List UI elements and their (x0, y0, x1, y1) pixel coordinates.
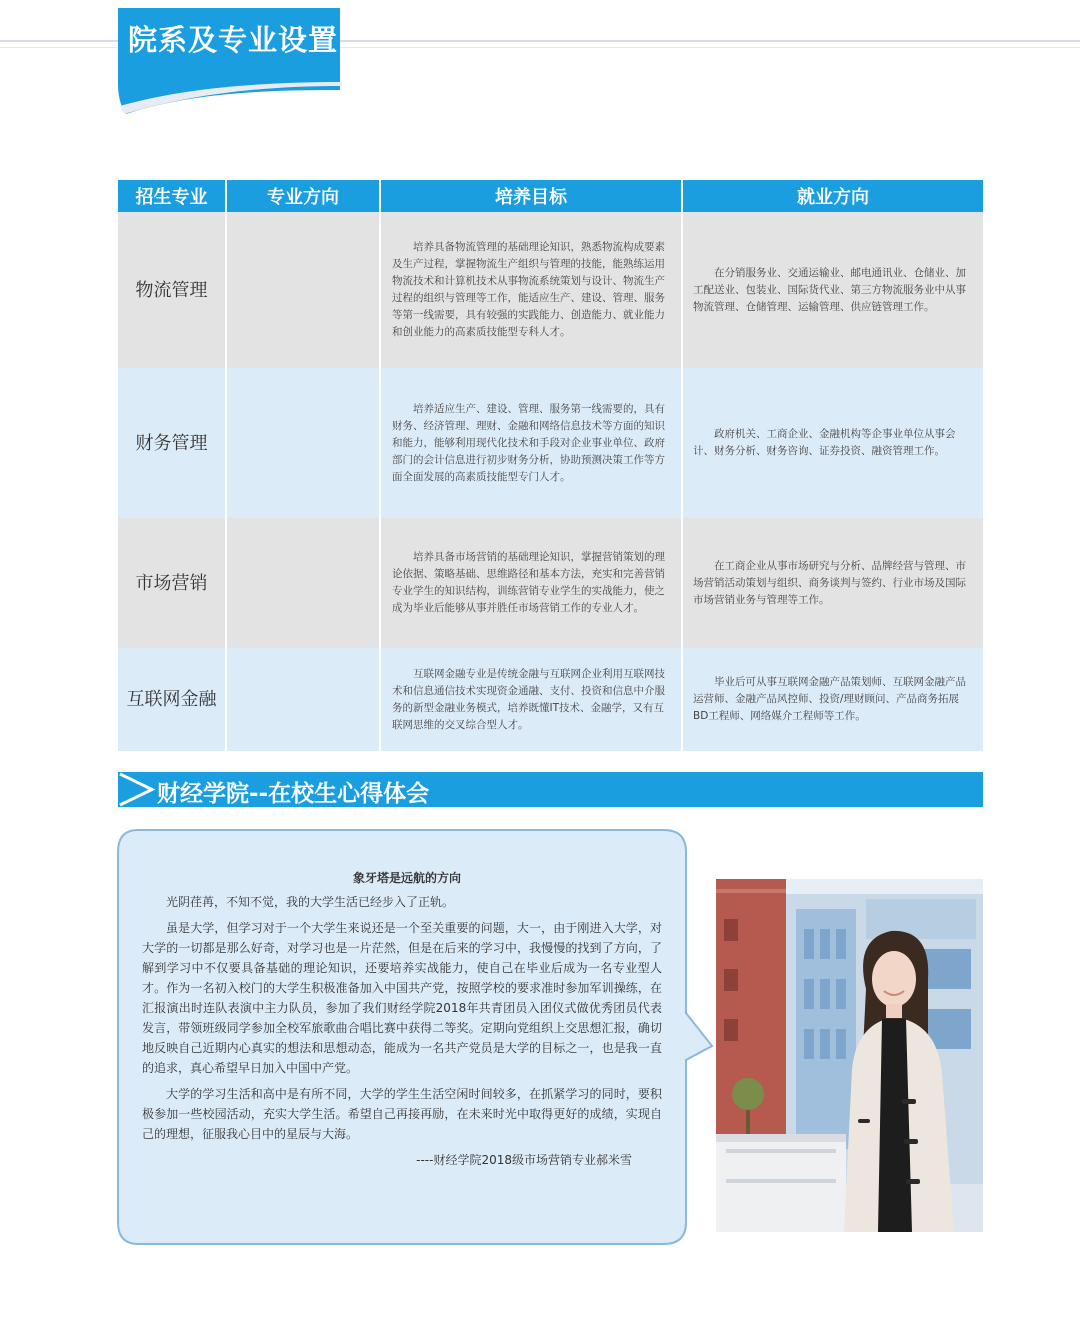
major-employment: 在分销服务业、交通运输业、邮电通讯业、仓储业、加工配送业、包装业、国际货代业、第三方物流服务业中从事物流管理、仓储管理、运输管理、供应链管理工作。 (682, 212, 983, 368)
page-title: 院系及专业设置 (128, 23, 339, 57)
chevron-right-icon (118, 772, 158, 807)
major-name: 市场营销 (118, 518, 226, 648)
table-row (118, 368, 983, 518)
majors-table (118, 180, 983, 751)
major-name: 财务管理 (118, 368, 226, 518)
table-row (118, 648, 983, 751)
major-direction (226, 648, 380, 751)
essay-text (142, 868, 662, 1170)
student-photo (716, 879, 983, 1232)
major-goal: 培养适应生产、建设、管理、服务第一线需要的，具有财务、经济管理、理财、金融和网络信息技术等方面的知识和能力，能够利用现代化技术和手段对企业事业单位、政府部门的会计信息进行初步财务分析，协助预测决策工作等方面全面发展的高素质技能型专门人才。 (380, 368, 682, 518)
essay-paragraph: 大学的学习生活和高中是有所不同，大学的学生生活空闲时间较多，在抓紧学习的同时，要积极参加一些校园活动，充实大学生活。希望自己再接再励，在未来时光中取得更好的成绩，实现自己的理想，征服我心目中的星辰与大海。 (142, 1087, 662, 1141)
essay-signature: ----财经学院2018级市场营销专业郝米雪 (416, 1153, 632, 1167)
banner-swoosh-decoration (112, 70, 352, 118)
col-header-employment: 就业方向 (682, 180, 983, 212)
major-employment: 政府机关、工商企业、金融机构等企事业单位从事会计、财务分析、财务咨询、证券投资、融资管理工作。 (682, 368, 983, 518)
major-employment: 毕业后可从事互联网金融产品策划师、互联网金融产品运营师、金融产品风控师、投资/理财顾问、产品商务拓展BD工程师、网络媒介工程师等工作。 (682, 648, 983, 751)
table-row (118, 518, 983, 648)
col-header-direction: 专业方向 (226, 180, 380, 212)
major-direction (226, 212, 380, 368)
col-header-major: 招生专业 (118, 180, 226, 212)
essay-paragraph: 虽是大学，但学习对于一个大学生来说还是一个至关重要的问题，大一，由于刚进入大学，对大学的一切都是那么好奇，对学习也是一片茫然，但是在后来的学习中，我慢慢的找到了方向，了解到学习中不仅要具备基础的理论知识，还要培养实战能力，使自己在毕业后成为一名专业型人才。作为一名初入校门的大学生积极准备加入中国共产党，按照学校的要求准时参加军训操练，在汇报演出时连队表演中主力队员，参加了我们财经学院2018年共青团员入团仪式做优秀团员代表发言，带领班级同学参加全校军旅歌曲合唱比赛中获得二等奖。定期向党组织上交思想汇报，确切地反映自己近期内心真实的想法和思想动态，能成为一名共产党员是大学的目标之一，也是我一直的追求，真心希望早日加入中国中产党。 (142, 921, 662, 1075)
major-direction (226, 518, 380, 648)
section-title: 财经学院--在校生心得体会 (157, 781, 430, 807)
major-goal: 互联网金融专业是传统金融与互联网企业利用互联网技术和信息通信技术实现资金通融、支付、投资和信息中介服务的新型金融业务模式，培养既懂IT技术、金融学，又有互联网思维的交叉综合型人才。 (380, 648, 682, 751)
table-row (118, 212, 983, 368)
major-direction (226, 368, 380, 518)
major-name: 物流管理 (118, 212, 226, 368)
major-employment: 在工商企业从事市场研究与分析、品牌经营与管理、市场营销活动策划与组织、商务谈判与签约、行业市场及国际市场营销业务与管理等工作。 (682, 518, 983, 648)
essay-paragraph: 光阴荏苒，不知不觉，我的大学生活已经步入了正轨。 (166, 895, 455, 909)
col-header-goal: 培养目标 (380, 180, 682, 212)
table-header-row (118, 180, 983, 212)
major-goal: 培养具备物流管理的基础理论知识，熟悉物流构成要素及生产过程，掌握物流生产组织与管理的技能，能熟练运用物流技术和计算机技术从事物流系统策划与设计、物流生产过程的组织与管理等工作，能适应生产、建设、管理、服务等第一线需要，具有较强的实践能力、创造能力、就业能力和创业能力的高素质技能型专科人才。 (380, 212, 682, 368)
major-goal: 培养具备市场营销的基础理论知识，掌握营销策划的理论依据、策略基础、思维路径和基本方法，充实和完善营销专业学生的知识结构，训练营销专业学生的实战能力，使之成为毕业后能够从事并胜任市场营销工作的专业人才。 (380, 518, 682, 648)
major-name: 互联网金融 (118, 648, 226, 751)
essay-title: 象牙塔是远航的方向 (352, 871, 461, 885)
